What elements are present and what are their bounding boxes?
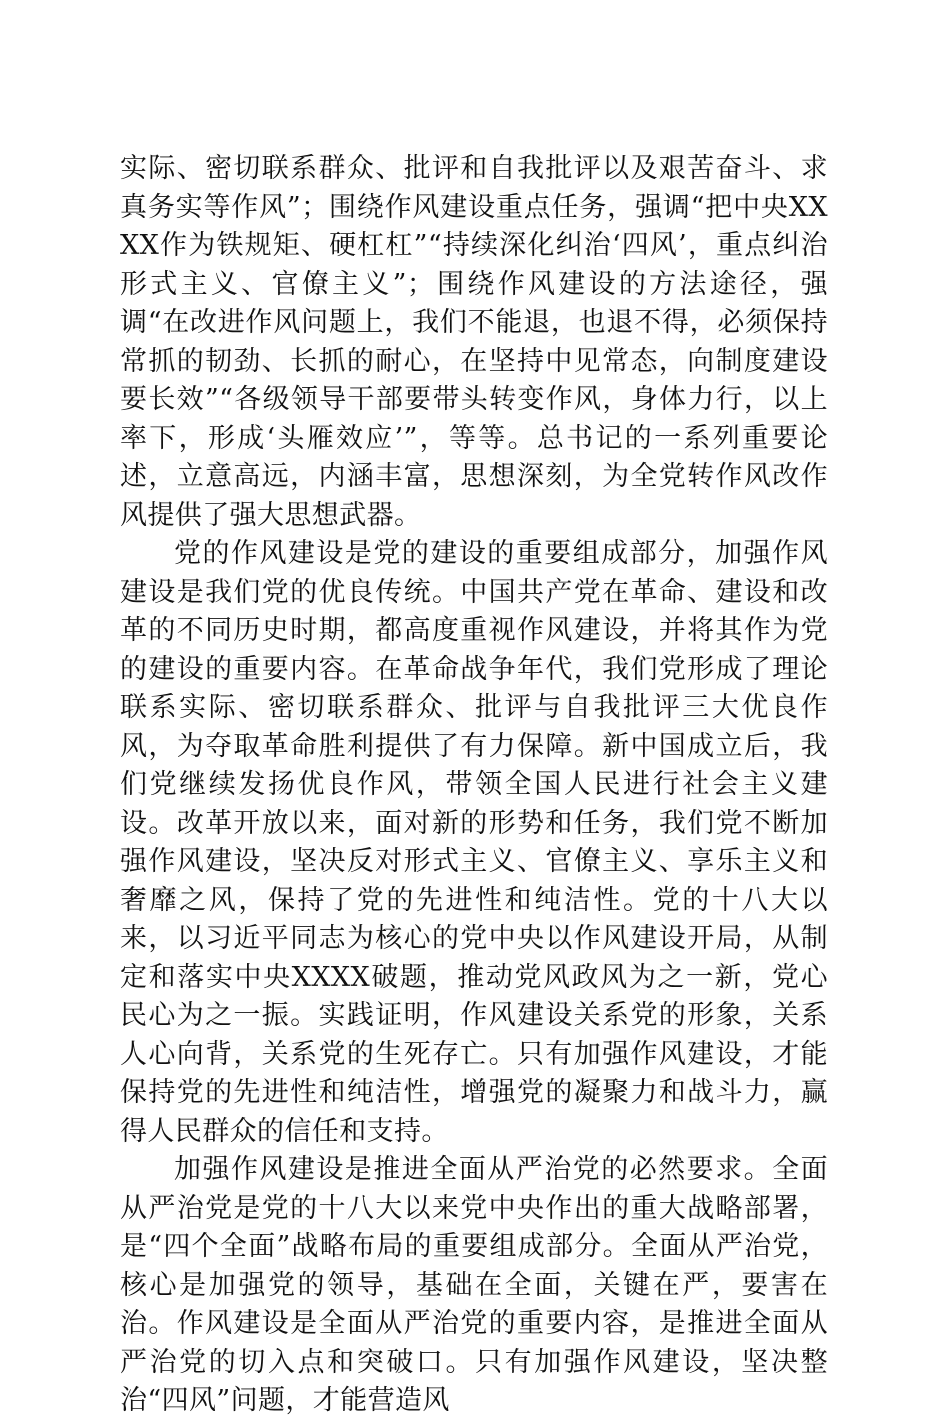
document-body [120,150,828,1421]
paragraph-3: 加强作风建设是推进全面从严治党的必然要求。全面从严治党是党的十八大以来党中央作出的重大战略部署，是“四个全面”战略布局的重要组成部分。全面从严治党，核心是加强党的领导，基础在全面，关键在严，要害在治。作风建设是全面从严治党的重要内容，是推进全面从严治党的切入点和突破口。只有加强作风建设，坚决整治“四风”问题，才能营造风 [120,1154,828,1416]
paragraph-1: 实际、密切联系群众、批评和自我批评以及艰苦奋斗、求真务实等作风”；围绕作风建设重点任务，强调“把中央XXXX作为铁规矩、硬杠杠”“持续深化纠治‘四风’，重点纠治形式主义、官僚主义”；围绕作风建设的方法途径，强调“在改进作风问题上，我们不能退，也退不得，必须保持常抓的韧劲、长抓的耐心，在坚持中见常态，向制度建设要长效”“各级领导干部要带头转变作风，身体力行，以上率下，形成‘头雁效应’”，等等。总书记的一系列重要论述，立意高远，内涵丰富，思想深刻，为全党转作风改作风提供了强大思想武器。 [120,153,828,531]
paragraph-2: 党的作风建设是党的建设的重要组成部分，加强作风建设是我们党的优良传统。中国共产党在革命、建设和改革的不同历史时期，都高度重视作风建设，并将其作为党的建设的重要内容。在革命战争年代，我们党形成了理论联系实际、密切联系群众、批评与自我批评三大优良作风，为夺取革命胜利提供了有力保障。新中国成立后，我们党继续发扬优良作风，带领全国人民进行社会主义建设。改革开放以来，面对新的形势和任务，我们党不断加强作风建设，坚决反对形式主义、官僚主义、享乐主义和奢靡之风，保持了党的先进性和纯洁性。党的十八大以来，以习近平同志为核心的党中央以作风建设开局，从制定和落实中央XXXX破题，推动党风政风为之一新，党心民心为之一振。实践证明，作风建设关系党的形象，关系人心向背，关系党的生死存亡。只有加强作风建设，才能保持党的先进性和纯洁性，增强党的凝聚力和战斗力，赢得人民群众的信任和支持。 [120,538,828,1147]
